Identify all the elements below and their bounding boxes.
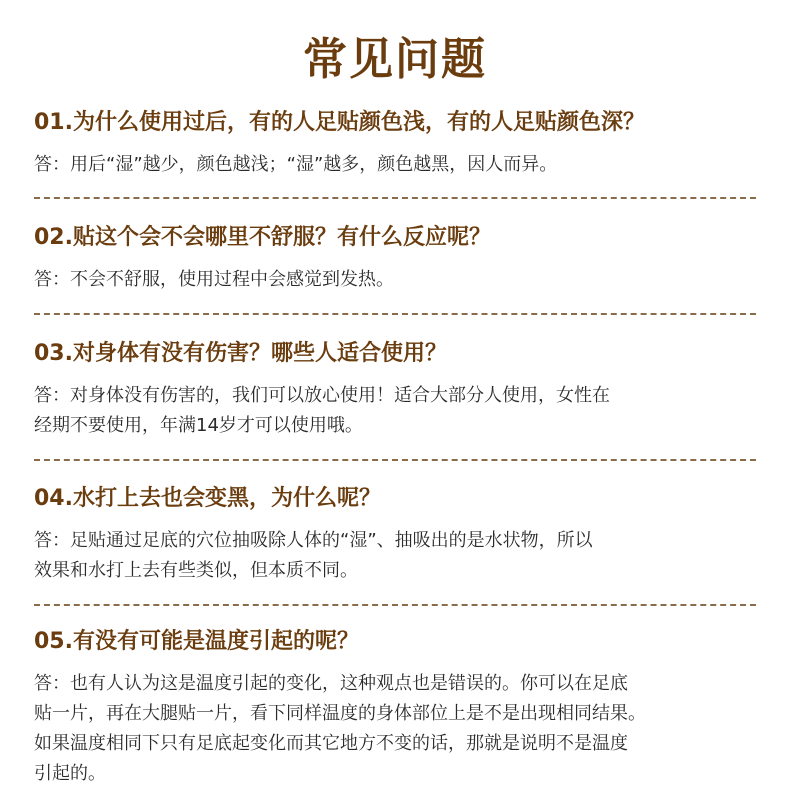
dashed-divider xyxy=(34,604,756,606)
faq-answer: 答：不会不舒服，使用过程中会感觉到发热。 xyxy=(34,269,394,290)
dashed-divider xyxy=(34,197,756,199)
faq-question: 05.有没有可能是温度引起的呢？ xyxy=(34,629,359,654)
dashed-divider xyxy=(34,313,756,315)
faq-answer xyxy=(34,526,764,586)
faq-question: 04.水打上去也会变黑，为什么呢？ xyxy=(34,486,381,511)
faq-answer xyxy=(34,381,764,441)
faq-answer-line: 贴一片，再在大腿贴一片，看下同样温度的身体部位上是不是出现相同结果。 xyxy=(34,703,646,724)
faq-answer-line: 如果温度相同下只有足底起变化而其它地方不变的话，那就是说明不是温度 xyxy=(34,733,628,754)
faq-answer xyxy=(34,669,764,789)
faq-answer-line: 答：也有人认为这是温度引起的变化，这种观点也是错误的。你可以在足底 xyxy=(34,673,628,694)
faq-answer-line: 经期不要使用，年满14岁才可以使用哦。 xyxy=(34,415,363,436)
faq-question: 01.为什么使用过后，有的人足贴颜色浅，有的人足贴颜色深？ xyxy=(34,110,645,135)
faq-answer-line: 效果和水打上去有些类似，但本质不同。 xyxy=(34,560,358,581)
faq-answer: 答：用后“湿”越少，颜色越浅；“湿”越多，颜色越黑，因人而异。 xyxy=(34,154,558,175)
faq-question: 02.贴这个会不会哪里不舒服？有什么反应呢？ xyxy=(34,225,491,250)
faq-answer-line: 引起的。 xyxy=(34,763,106,784)
dashed-divider xyxy=(34,459,756,461)
faq-answer-line: 答：对身体没有伤害的，我们可以放心使用！适合大部分人使用，女性在 xyxy=(34,385,610,406)
faq-answer-line: 答：足贴通过足底的穴位抽吸除人体的“湿”、抽吸出的是水状物，所以 xyxy=(34,530,593,551)
faq-question: 03.对身体有没有伤害？哪些人适合使用？ xyxy=(34,341,447,366)
page-title: 常见问题 xyxy=(303,34,487,85)
